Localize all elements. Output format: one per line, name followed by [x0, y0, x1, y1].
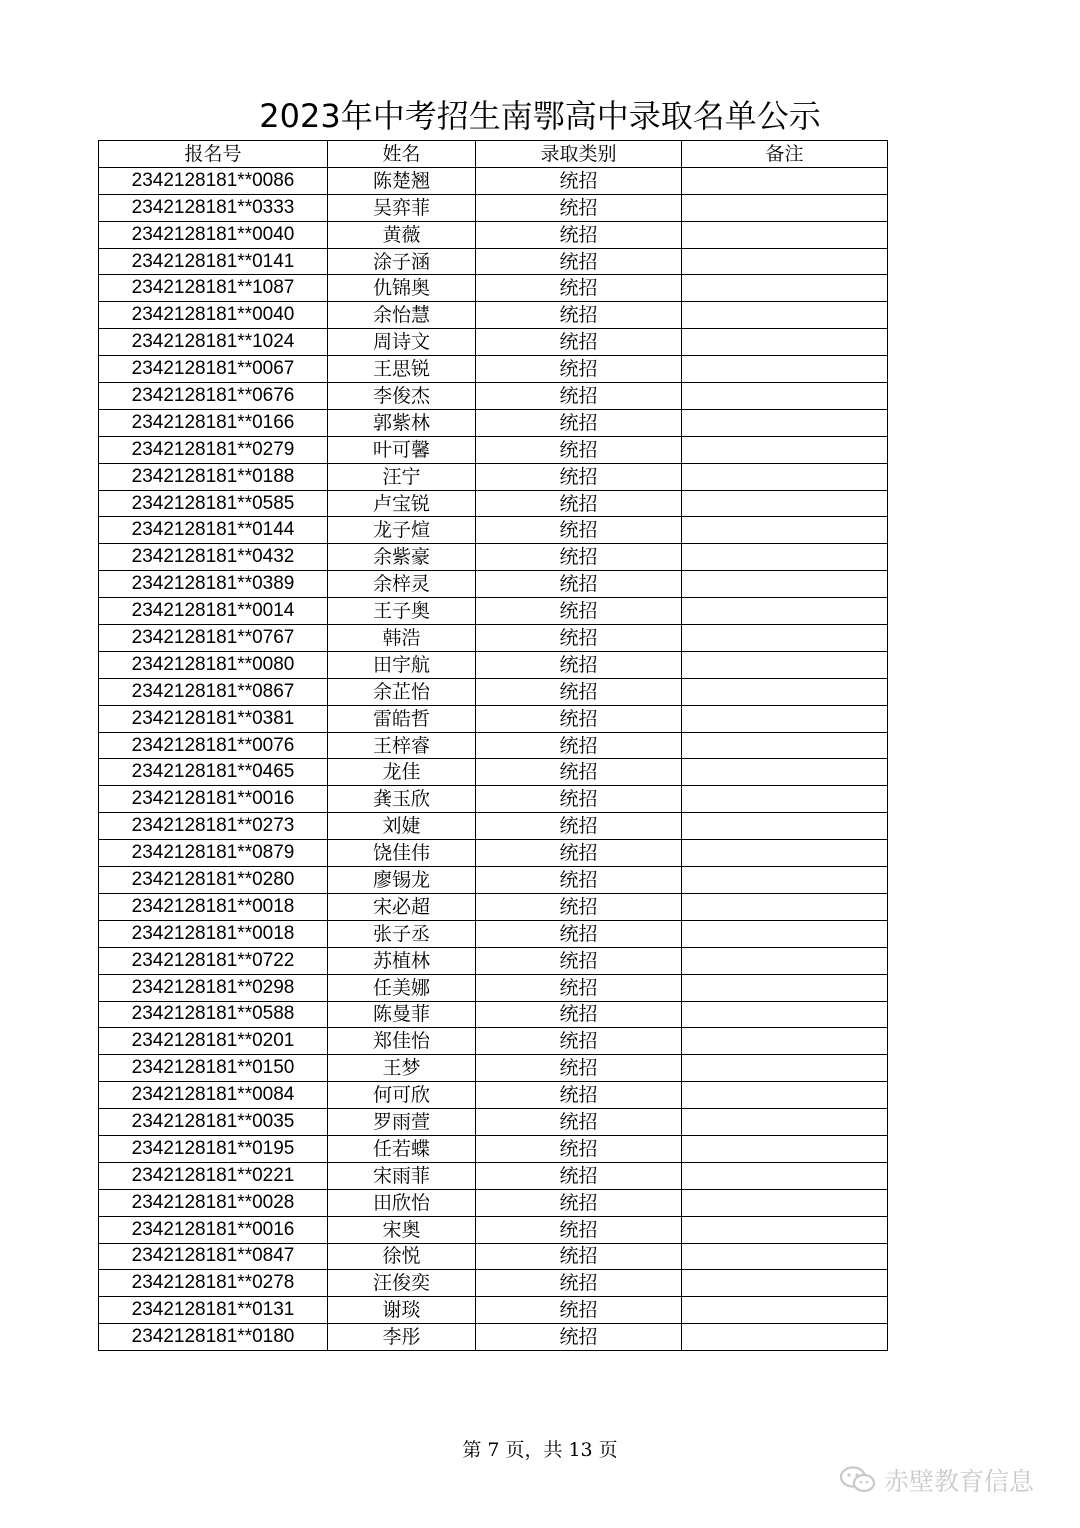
- remarks-cell: [682, 893, 888, 920]
- table-row: [99, 651, 888, 678]
- registration-number-cell: 2342128181**0847: [99, 1243, 328, 1270]
- student-name-cell: 饶佳伟: [328, 840, 476, 867]
- student-name-cell: 宋奥: [328, 1216, 476, 1243]
- registration-number-cell: 2342128181**0144: [99, 517, 328, 544]
- registration-number-cell: 2342128181**0279: [99, 436, 328, 463]
- table-row: [99, 893, 888, 920]
- header-admission-category: 录取类别: [476, 141, 682, 168]
- table-row: [99, 1270, 888, 1297]
- table-row: [99, 463, 888, 490]
- student-name-cell: 龚玉欣: [328, 786, 476, 813]
- registration-number-cell: 2342128181**0016: [99, 786, 328, 813]
- table-row: [99, 436, 888, 463]
- student-name-cell: 黄薇: [328, 221, 476, 248]
- table-row: [99, 840, 888, 867]
- admission-category-cell: 统招: [476, 221, 682, 248]
- remarks-cell: [682, 1001, 888, 1028]
- table-row: [99, 1082, 888, 1109]
- table-row: [99, 705, 888, 732]
- admission-category-cell: 统招: [476, 302, 682, 329]
- registration-number-cell: 2342128181**0141: [99, 248, 328, 275]
- table-row: [99, 1216, 888, 1243]
- footer-total-pages: 13: [568, 1439, 593, 1461]
- table-row: [99, 517, 888, 544]
- remarks-cell: [682, 1297, 888, 1324]
- remarks-cell: [682, 678, 888, 705]
- student-name-cell: 任若蝶: [328, 1135, 476, 1162]
- remarks-cell: [682, 1135, 888, 1162]
- admission-category-cell: 统招: [476, 517, 682, 544]
- admission-category-cell: 统招: [476, 598, 682, 625]
- admission-category-cell: 统招: [476, 248, 682, 275]
- registration-number-cell: 2342128181**0201: [99, 1028, 328, 1055]
- registration-number-cell: 2342128181**0273: [99, 813, 328, 840]
- registration-number-cell: 2342128181**0086: [99, 167, 328, 194]
- remarks-cell: [682, 356, 888, 383]
- registration-number-cell: 2342128181**0879: [99, 840, 328, 867]
- admission-category-cell: 统招: [476, 651, 682, 678]
- footer-prefix: 第: [462, 1439, 482, 1461]
- student-name-cell: 余梓灵: [328, 571, 476, 598]
- registration-number-cell: 2342128181**0432: [99, 544, 328, 571]
- admission-category-cell: 统招: [476, 544, 682, 571]
- table-row: [99, 248, 888, 275]
- student-name-cell: 李俊杰: [328, 383, 476, 410]
- remarks-cell: [682, 786, 888, 813]
- student-name-cell: 王思锐: [328, 356, 476, 383]
- table-row: [99, 1028, 888, 1055]
- remarks-cell: [682, 409, 888, 436]
- watermark: [838, 1462, 1034, 1498]
- remarks-cell: [682, 571, 888, 598]
- registration-number-cell: 2342128181**1087: [99, 275, 328, 302]
- admission-category-cell: 统招: [476, 813, 682, 840]
- remarks-cell: [682, 383, 888, 410]
- student-name-cell: 刘婕: [328, 813, 476, 840]
- table-row: [99, 1001, 888, 1028]
- student-name-cell: 张子丞: [328, 920, 476, 947]
- student-name-cell: 罗雨萱: [328, 1109, 476, 1136]
- table-row: [99, 571, 888, 598]
- admission-category-cell: 统招: [476, 1216, 682, 1243]
- registration-number-cell: 2342128181**0278: [99, 1270, 328, 1297]
- admission-category-cell: 统招: [476, 786, 682, 813]
- registration-number-cell: 2342128181**0018: [99, 893, 328, 920]
- student-name-cell: 汪俊奕: [328, 1270, 476, 1297]
- admission-category-cell: 统招: [476, 1109, 682, 1136]
- remarks-cell: [682, 329, 888, 356]
- table-row: [99, 867, 888, 894]
- student-name-cell: 宋雨菲: [328, 1162, 476, 1189]
- registration-number-cell: 2342128181**0040: [99, 302, 328, 329]
- table-row: [99, 947, 888, 974]
- admission-category-cell: 统招: [476, 409, 682, 436]
- remarks-cell: [682, 651, 888, 678]
- admission-category-cell: 统招: [476, 1135, 682, 1162]
- remarks-cell: [682, 1189, 888, 1216]
- table-row: [99, 221, 888, 248]
- table-row: [99, 1162, 888, 1189]
- footer-page-number: 7: [487, 1439, 500, 1461]
- admission-category-cell: 统招: [476, 1270, 682, 1297]
- remarks-cell: [682, 705, 888, 732]
- admission-category-cell: 统招: [476, 867, 682, 894]
- table-row: [99, 1297, 888, 1324]
- remarks-cell: [682, 1162, 888, 1189]
- registration-number-cell: 2342128181**0028: [99, 1189, 328, 1216]
- remarks-cell: [682, 974, 888, 1001]
- student-name-cell: 郑佳怡: [328, 1028, 476, 1055]
- registration-number-cell: 2342128181**0035: [99, 1109, 328, 1136]
- remarks-cell: [682, 840, 888, 867]
- footer-suffix: 页: [598, 1439, 618, 1461]
- table-row: [99, 409, 888, 436]
- admission-category-cell: 统招: [476, 1028, 682, 1055]
- admission-category-cell: 统招: [476, 571, 682, 598]
- header-name: 姓名: [328, 141, 476, 168]
- student-name-cell: 龙佳: [328, 759, 476, 786]
- student-name-cell: 郭紫林: [328, 409, 476, 436]
- admission-category-cell: 统招: [476, 1055, 682, 1082]
- page-footer: [0, 1435, 1080, 1462]
- table-row: [99, 759, 888, 786]
- table-row: [99, 974, 888, 1001]
- table-row: [99, 275, 888, 302]
- student-name-cell: 韩浩: [328, 625, 476, 652]
- registration-number-cell: 2342128181**0166: [99, 409, 328, 436]
- registration-number-cell: 2342128181**0076: [99, 732, 328, 759]
- admission-category-cell: 统招: [476, 463, 682, 490]
- registration-number-cell: 2342128181**0131: [99, 1297, 328, 1324]
- admission-category-cell: 统招: [476, 1162, 682, 1189]
- admission-category-cell: 统招: [476, 194, 682, 221]
- admission-category-cell: 统招: [476, 920, 682, 947]
- table-row: [99, 1243, 888, 1270]
- admission-category-cell: 统招: [476, 167, 682, 194]
- registration-number-cell: 2342128181**0084: [99, 1082, 328, 1109]
- remarks-cell: [682, 1216, 888, 1243]
- registration-number-cell: 2342128181**0767: [99, 625, 328, 652]
- admission-category-cell: 统招: [476, 1001, 682, 1028]
- registration-number-cell: 2342128181**0018: [99, 920, 328, 947]
- student-name-cell: 任美娜: [328, 974, 476, 1001]
- student-name-cell: 王子奥: [328, 598, 476, 625]
- student-name-cell: 宋必超: [328, 893, 476, 920]
- table-row: [99, 329, 888, 356]
- registration-number-cell: 2342128181**0014: [99, 598, 328, 625]
- header-remarks: 备注: [682, 141, 888, 168]
- remarks-cell: [682, 167, 888, 194]
- student-name-cell: 叶可馨: [328, 436, 476, 463]
- student-name-cell: 王梓睿: [328, 732, 476, 759]
- remarks-cell: [682, 194, 888, 221]
- watermark-text: 赤壁教育信息: [884, 1467, 1035, 1496]
- remarks-cell: [682, 759, 888, 786]
- student-name-cell: 周诗文: [328, 329, 476, 356]
- admission-category-cell: 统招: [476, 1297, 682, 1324]
- table-row: [99, 732, 888, 759]
- remarks-cell: [682, 813, 888, 840]
- table-row: [99, 1109, 888, 1136]
- admission-category-cell: 统招: [476, 678, 682, 705]
- table-row: [99, 302, 888, 329]
- student-name-cell: 余芷怡: [328, 678, 476, 705]
- registration-number-cell: 2342128181**0867: [99, 678, 328, 705]
- table-row: [99, 786, 888, 813]
- table-row: [99, 598, 888, 625]
- remarks-cell: [682, 1028, 888, 1055]
- table-row: [99, 1135, 888, 1162]
- admission-category-cell: 统招: [476, 1243, 682, 1270]
- footer-middle: 页，共: [505, 1439, 563, 1461]
- header-registration-number: 报名号: [99, 141, 328, 168]
- registration-number-cell: 2342128181**0040: [99, 221, 328, 248]
- student-name-cell: 苏植林: [328, 947, 476, 974]
- remarks-cell: [682, 517, 888, 544]
- admission-category-cell: 统招: [476, 840, 682, 867]
- remarks-cell: [682, 302, 888, 329]
- admission-category-cell: 统招: [476, 275, 682, 302]
- registration-number-cell: 2342128181**0465: [99, 759, 328, 786]
- remarks-cell: [682, 248, 888, 275]
- remarks-cell: [682, 1324, 888, 1351]
- table-row: [99, 625, 888, 652]
- student-name-cell: 陈楚翘: [328, 167, 476, 194]
- remarks-cell: [682, 275, 888, 302]
- remarks-cell: [682, 490, 888, 517]
- registration-number-cell: 2342128181**0067: [99, 356, 328, 383]
- student-name-cell: 龙子煊: [328, 517, 476, 544]
- registration-number-cell: 2342128181**0280: [99, 867, 328, 894]
- registration-number-cell: 2342128181**0588: [99, 1001, 328, 1028]
- table-row: [99, 1055, 888, 1082]
- registration-number-cell: 2342128181**0722: [99, 947, 328, 974]
- remarks-cell: [682, 436, 888, 463]
- page-title: 2023年中考招生南鄂高中录取名单公示: [259, 97, 821, 135]
- registration-number-cell: 2342128181**0188: [99, 463, 328, 490]
- registration-number-cell: 2342128181**0195: [99, 1135, 328, 1162]
- admission-category-cell: 统招: [476, 732, 682, 759]
- student-name-cell: 吴弈菲: [328, 194, 476, 221]
- admission-table: [98, 140, 888, 1351]
- table-row: [99, 678, 888, 705]
- remarks-cell: [682, 1270, 888, 1297]
- admission-category-cell: 统招: [476, 490, 682, 517]
- remarks-cell: [682, 867, 888, 894]
- remarks-cell: [682, 1243, 888, 1270]
- admission-category-cell: 统招: [476, 974, 682, 1001]
- student-name-cell: 田宇航: [328, 651, 476, 678]
- student-name-cell: 王梦: [328, 1055, 476, 1082]
- registration-number-cell: 2342128181**0381: [99, 705, 328, 732]
- admission-category-cell: 统招: [476, 759, 682, 786]
- admission-category-cell: 统招: [476, 705, 682, 732]
- student-name-cell: 雷皓哲: [328, 705, 476, 732]
- table-row: [99, 490, 888, 517]
- admission-category-cell: 统招: [476, 1082, 682, 1109]
- table-row: [99, 194, 888, 221]
- remarks-cell: [682, 463, 888, 490]
- registration-number-cell: 2342128181**0150: [99, 1055, 328, 1082]
- student-name-cell: 陈曼菲: [328, 1001, 476, 1028]
- student-name-cell: 李彤: [328, 1324, 476, 1351]
- remarks-cell: [682, 1082, 888, 1109]
- registration-number-cell: 2342128181**0333: [99, 194, 328, 221]
- table-row: [99, 920, 888, 947]
- admission-category-cell: 统招: [476, 1324, 682, 1351]
- remarks-cell: [682, 1109, 888, 1136]
- admission-category-cell: 统招: [476, 383, 682, 410]
- table-row: [99, 356, 888, 383]
- table-row: [99, 813, 888, 840]
- admission-category-cell: 统招: [476, 947, 682, 974]
- remarks-cell: [682, 920, 888, 947]
- remarks-cell: [682, 598, 888, 625]
- registration-number-cell: 2342128181**0221: [99, 1162, 328, 1189]
- student-name-cell: 田欣怡: [328, 1189, 476, 1216]
- student-name-cell: 余紫豪: [328, 544, 476, 571]
- remarks-cell: [682, 625, 888, 652]
- admission-category-cell: 统招: [476, 329, 682, 356]
- table-row: [99, 383, 888, 410]
- table-row: [99, 1324, 888, 1351]
- remarks-cell: [682, 1055, 888, 1082]
- student-name-cell: 卢宝锐: [328, 490, 476, 517]
- registration-number-cell: 2342128181**0585: [99, 490, 328, 517]
- student-name-cell: 廖锡龙: [328, 867, 476, 894]
- wechat-icon: [838, 1465, 878, 1495]
- admission-category-cell: 统招: [476, 1189, 682, 1216]
- remarks-cell: [682, 221, 888, 248]
- student-name-cell: 汪宁: [328, 463, 476, 490]
- student-name-cell: 余怡慧: [328, 302, 476, 329]
- student-name-cell: 谢琰: [328, 1297, 476, 1324]
- admission-category-cell: 统招: [476, 625, 682, 652]
- table-header-row: [99, 141, 888, 168]
- table-row: [99, 167, 888, 194]
- registration-number-cell: 2342128181**0016: [99, 1216, 328, 1243]
- registration-number-cell: 2342128181**0080: [99, 651, 328, 678]
- registration-number-cell: 2342128181**0676: [99, 383, 328, 410]
- registration-number-cell: 2342128181**0298: [99, 974, 328, 1001]
- table-row: [99, 1189, 888, 1216]
- student-name-cell: 涂子涵: [328, 248, 476, 275]
- remarks-cell: [682, 732, 888, 759]
- student-name-cell: 仇锦奥: [328, 275, 476, 302]
- remarks-cell: [682, 544, 888, 571]
- admission-category-cell: 统招: [476, 436, 682, 463]
- admission-category-cell: 统招: [476, 893, 682, 920]
- student-name-cell: 何可欣: [328, 1082, 476, 1109]
- admission-category-cell: 统招: [476, 356, 682, 383]
- remarks-cell: [682, 947, 888, 974]
- table-row: [99, 544, 888, 571]
- student-name-cell: 徐悦: [328, 1243, 476, 1270]
- registration-number-cell: 2342128181**1024: [99, 329, 328, 356]
- registration-number-cell: 2342128181**0180: [99, 1324, 328, 1351]
- registration-number-cell: 2342128181**0389: [99, 571, 328, 598]
